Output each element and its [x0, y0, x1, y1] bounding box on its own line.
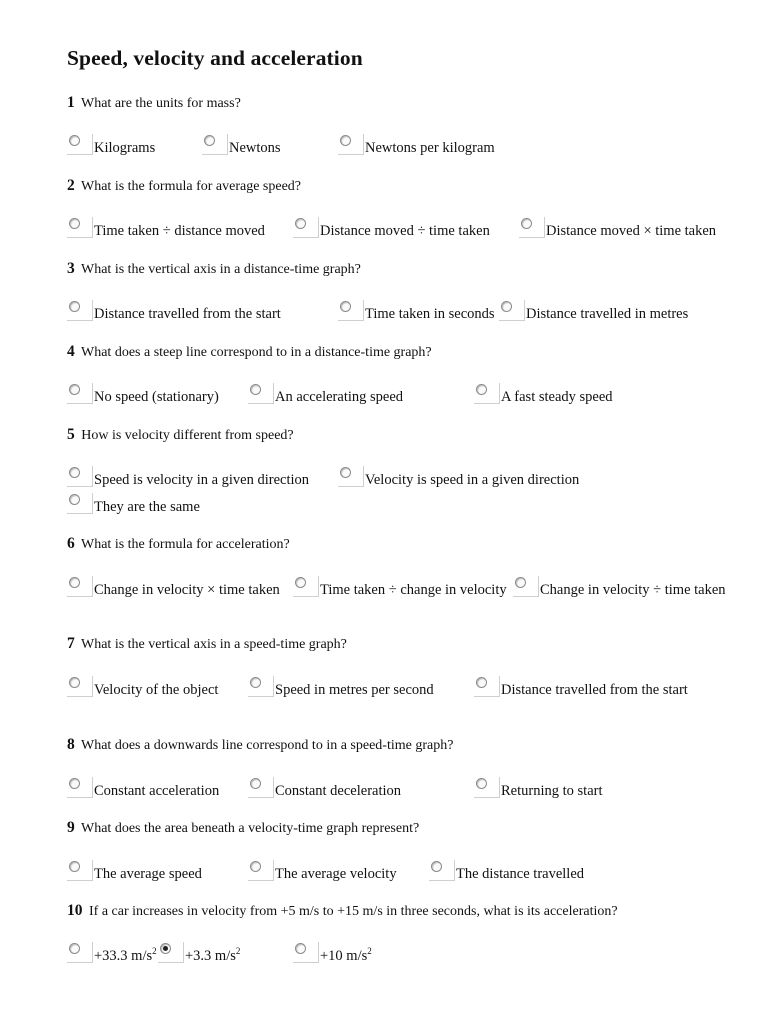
radio-button[interactable]	[69, 577, 80, 588]
question-text: What are the units for mass?	[81, 96, 241, 111]
question-number: 4	[67, 343, 75, 360]
option-label: They are the same	[94, 499, 200, 515]
option-label: Time taken ÷ distance moved	[94, 223, 265, 239]
question-7	[67, 635, 347, 653]
question-number: 8	[67, 736, 75, 753]
radio-button[interactable]	[69, 778, 80, 789]
radio-button[interactable]	[521, 218, 532, 229]
question-number: 9	[67, 819, 75, 836]
option-label: The distance travelled	[456, 866, 585, 882]
option-label: +10 $m/s^2$	[320, 946, 372, 964]
radio-button[interactable]	[476, 677, 487, 688]
option-label: Distance travelled from the start	[94, 306, 281, 322]
radio-button[interactable]	[69, 943, 80, 954]
radio-button[interactable]	[69, 677, 80, 688]
radio-button[interactable]	[295, 943, 306, 954]
option-label: Speed is velocity in a given direction	[94, 472, 310, 488]
option-label: A fast steady speed	[501, 389, 613, 405]
radio-button[interactable]	[250, 384, 261, 395]
question-2	[67, 177, 301, 195]
option-label: Newtons per kilogram	[365, 140, 495, 156]
option-label: The average speed	[94, 866, 202, 882]
radio-button[interactable]	[69, 135, 80, 146]
question-number: 2	[67, 177, 75, 194]
radio-button[interactable]	[501, 301, 512, 312]
question-number: 6	[67, 535, 75, 552]
option-label: Distance moved ÷ time taken	[320, 223, 490, 239]
question-3	[67, 260, 361, 278]
question-10	[67, 902, 618, 920]
radio-button[interactable]	[295, 218, 306, 229]
question-text: What is the formula for average speed?	[81, 179, 302, 194]
radio-button[interactable]	[340, 467, 351, 478]
question-6	[67, 535, 290, 553]
question-text: What is the vertical axis in a distance-time graph?	[81, 262, 361, 277]
option-label: Velocity is speed in a given direction	[365, 472, 580, 488]
question-5	[67, 426, 294, 444]
option-label: Distance travelled from the start	[501, 682, 688, 698]
option-label: Change in velocity ÷ time taken	[540, 582, 726, 598]
option-label: An accelerating speed	[275, 389, 404, 405]
option-label: +33.3 $m/s^2$	[94, 946, 157, 964]
option-label: Constant acceleration	[94, 783, 220, 799]
radio-button[interactable]	[250, 778, 261, 789]
option-label: Distance travelled in metres	[526, 306, 689, 322]
question-number: 7	[67, 635, 75, 652]
option-label: Time taken in seconds	[365, 306, 495, 322]
radio-button[interactable]	[160, 943, 171, 954]
radio-button[interactable]	[204, 135, 215, 146]
radio-button[interactable]	[476, 778, 487, 789]
radio-button[interactable]	[295, 577, 306, 588]
question-text: How is velocity different from speed?	[81, 428, 294, 443]
question-number: 5	[67, 426, 75, 443]
option-label: Change in velocity × time taken	[94, 582, 280, 598]
question-number: 3	[67, 260, 75, 277]
radio-button[interactable]	[69, 218, 80, 229]
question-text: What is the vertical axis in a speed-time graph?	[81, 637, 347, 652]
page-title: Speed, velocity and acceleration	[67, 46, 363, 70]
option-label: +3.3 $m/s^2$	[185, 946, 241, 964]
radio-button[interactable]	[69, 861, 80, 872]
question-1	[67, 94, 241, 112]
radio-button[interactable]	[340, 135, 351, 146]
option-label: Speed in metres per second	[275, 682, 434, 698]
option-label: Newtons	[229, 140, 281, 156]
question-number: 10	[67, 902, 83, 919]
radio-button[interactable]	[250, 861, 261, 872]
question-4	[67, 343, 432, 361]
radio-button[interactable]	[69, 494, 80, 505]
radio-button[interactable]	[69, 384, 80, 395]
option-label: Velocity of the object	[94, 682, 219, 698]
question-text: What does a downwards line correspond to in a speed-time graph?	[81, 738, 454, 753]
option-label: Constant deceleration	[275, 783, 402, 799]
option-label: Returning to start	[501, 783, 603, 799]
question-text: What is the formula for acceleration?	[81, 537, 290, 552]
radio-button[interactable]	[69, 467, 80, 478]
option-label: No speed (stationary)	[94, 389, 219, 405]
question-text: What does a steep line correspond to in a distance-time graph?	[81, 345, 432, 360]
question-text: If a car increases in velocity from +5 m/s to +15 m/s in three seconds, what is its acceleration?	[89, 904, 618, 919]
radio-button[interactable]	[340, 301, 351, 312]
radio-button[interactable]	[515, 577, 526, 588]
radio-button[interactable]	[431, 861, 442, 872]
option-label: Kilograms	[94, 140, 156, 156]
option-label: The average velocity	[275, 866, 397, 882]
radio-button[interactable]	[250, 677, 261, 688]
option-label: Distance moved × time taken	[546, 223, 717, 239]
option-label: Time taken ÷ change in velocity	[320, 582, 507, 598]
radio-button[interactable]	[476, 384, 487, 395]
question-text: What does the area beneath a velocity-time graph represent?	[81, 821, 420, 836]
question-8	[67, 736, 453, 754]
question-number: 1	[67, 94, 75, 111]
question-9	[67, 819, 419, 837]
radio-button[interactable]	[69, 301, 80, 312]
